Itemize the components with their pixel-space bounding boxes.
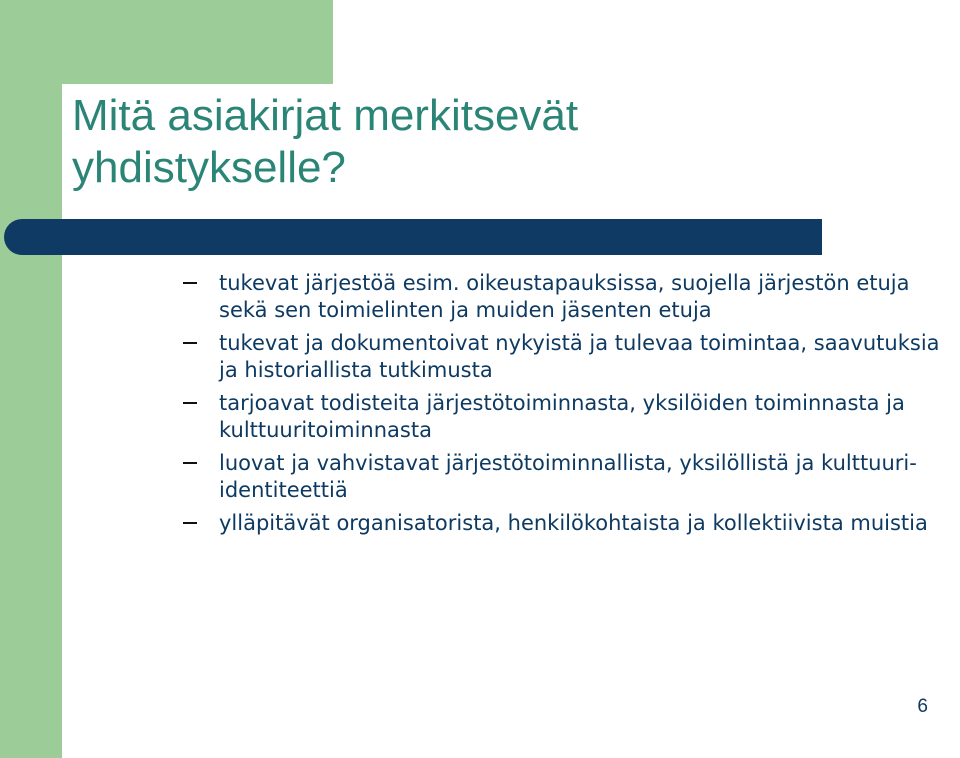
bullet-list: [0, 270, 960, 543]
slide-title-line-1: Mitä asiakirjat merkitsevät: [72, 91, 579, 140]
slide-title-line-2: yhdistykselle?: [72, 143, 346, 192]
bullet-item: [0, 510, 960, 537]
bullet-item: [0, 270, 960, 324]
page-number: 6: [917, 696, 928, 717]
dash-icon: [183, 282, 197, 284]
dash-icon: [183, 402, 197, 404]
bullet-text: tukevat ja dokumentoivat nykyistä ja tulevaa toimintaa, saavutuksia ja historiallista tutkimusta: [219, 331, 940, 382]
dash-icon: [183, 522, 197, 524]
bullet-text: tukevat järjestöä esim. oikeustapauksissa, suojella järjestön etuja sekä sen toimielinten ja muiden jäsenten etuja: [219, 271, 910, 322]
bullet-item: [0, 390, 960, 444]
bullet-item: [0, 330, 960, 384]
bullet-text: ylläpitävät organisatorista, henkilökohtaista ja kollektiivista muistia: [219, 511, 928, 535]
bullet-text: tarjoavat todisteita järjestötoiminnasta, yksilöiden toiminnasta ja kulttuuritoiminnasta: [219, 391, 905, 442]
top-decor-block: [0, 0, 333, 84]
slide-title: [72, 90, 792, 194]
bullet-item: [0, 450, 960, 504]
title-divider-bar: [4, 219, 822, 255]
bullet-text: luovat ja vahvistavat järjestötoiminnallista, yksilöllistä ja kulttuuri-identiteettiä: [219, 451, 917, 502]
dash-icon: [183, 462, 197, 464]
dash-icon: [183, 342, 197, 344]
